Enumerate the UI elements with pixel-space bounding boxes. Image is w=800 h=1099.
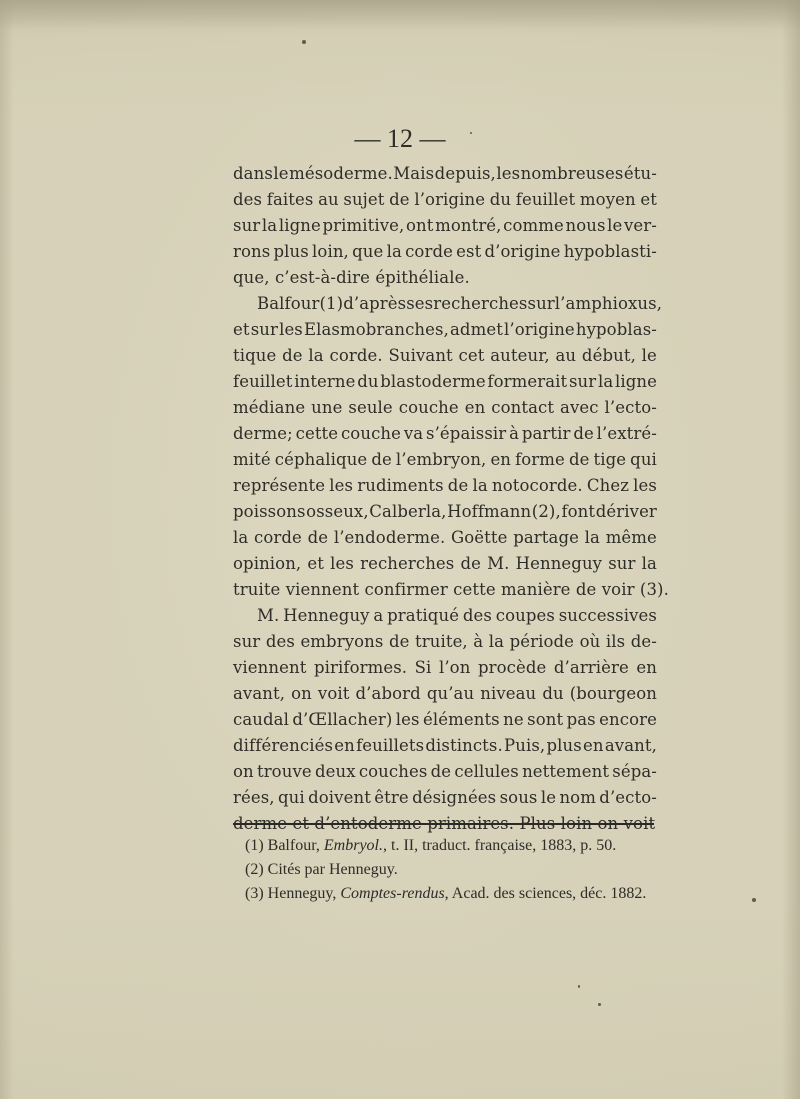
paper-speck (598, 1003, 601, 1006)
text-line: des faites au sujet de l’origine du feuillet moyen et (233, 190, 657, 209)
footnote (245, 882, 665, 906)
paper-speck (578, 985, 580, 988)
text-line: la corde de l’endoderme. Goëtte partage la même (233, 528, 657, 547)
footnote-title: Comptes-rendus (340, 885, 445, 902)
text-line: poissons osseux, Calberla, Hoffmann (2), font dériver (233, 502, 657, 521)
text-line: on trouve deux couches de cellules nettement sépa- (233, 762, 657, 781)
text-line: différenciés en feuillets distincts. Puis, plus en avant, (233, 736, 657, 755)
text-line: caudal d’Œllacher) les éléments ne sont pas encore (233, 710, 657, 729)
text-line: sur la ligne primitive, ont montré, comme nous le ver- (233, 216, 657, 235)
text-line: feuillet interne du blastoderme formerait sur la ligne (233, 372, 657, 391)
text-line: rons plus loin, que la corde est d’origine hypoblasti- (233, 242, 657, 261)
text-line: rées, qui doivent être désignées sous le nom d’ecto- (233, 788, 657, 807)
footnote-text: , t. II, traduct. française, 1883, p. 50. (383, 837, 617, 854)
text-line: et sur les Elasmobranches, admet l’origine hypoblas- (233, 320, 657, 339)
page-top-shadow (0, 0, 800, 30)
text-line: Balfour (1) d’après ses recherches sur l’amphioxus, (257, 294, 663, 313)
text-line: représente les rudiments de la notocorde. Chez les (233, 476, 657, 495)
text-line: que, c’est-à-dire épithéliale. (233, 268, 470, 287)
text-line: derme; cette couche va s’épaissir à partir de l’extré- (233, 424, 657, 443)
footnote (245, 834, 665, 858)
footnotes (245, 834, 665, 906)
text-line: dans le mésoderme. Mais depuis, les nombreuses étu- (233, 164, 657, 183)
page-right-shadow (782, 0, 800, 1099)
text-line: derme et d’entoderme primaires. Plus loin on voit (233, 814, 656, 833)
footnote-rule (233, 823, 654, 825)
page-left-shadow (0, 0, 14, 1099)
text-line: médiane une seule couche en contact avec l’ecto- (233, 398, 657, 417)
footnote (245, 858, 665, 882)
paper-speck (302, 40, 306, 44)
footnote-title: Embryol. (323, 837, 383, 854)
text-line: M. Henneguy a pratiqué des coupes successives (257, 606, 657, 625)
footnote-text: , Acad. des sciences, déc. 1882. (444, 885, 647, 902)
page-number: — 12 — (354, 124, 446, 153)
footnote-text: (1) Balfour, (245, 837, 324, 854)
text-line: viennent piriformes. Si l’on procède d’arrière en (233, 658, 657, 677)
text-line: truite viennent confirmer cette manière de voir (3). (233, 580, 669, 599)
text-line: mité céphalique de l’embryon, en forme de tige qui (233, 450, 657, 469)
body-text (233, 161, 669, 837)
text-line: sur des embryons de truite, à la période où ils de- (233, 632, 657, 651)
footnote-text: (2) Cités par Henneguy. (245, 861, 398, 878)
text-line: tique de la corde. Suivant cet auteur, au début, le (233, 346, 657, 365)
paper-speck (752, 898, 756, 902)
text-line: avant, on voit d’abord qu’au niveau du (bourgeon (233, 684, 657, 703)
footnote-text: (3) Henneguy, (245, 885, 341, 902)
text-line: opinion, et les recherches de M. Henneguy sur la (233, 554, 657, 573)
